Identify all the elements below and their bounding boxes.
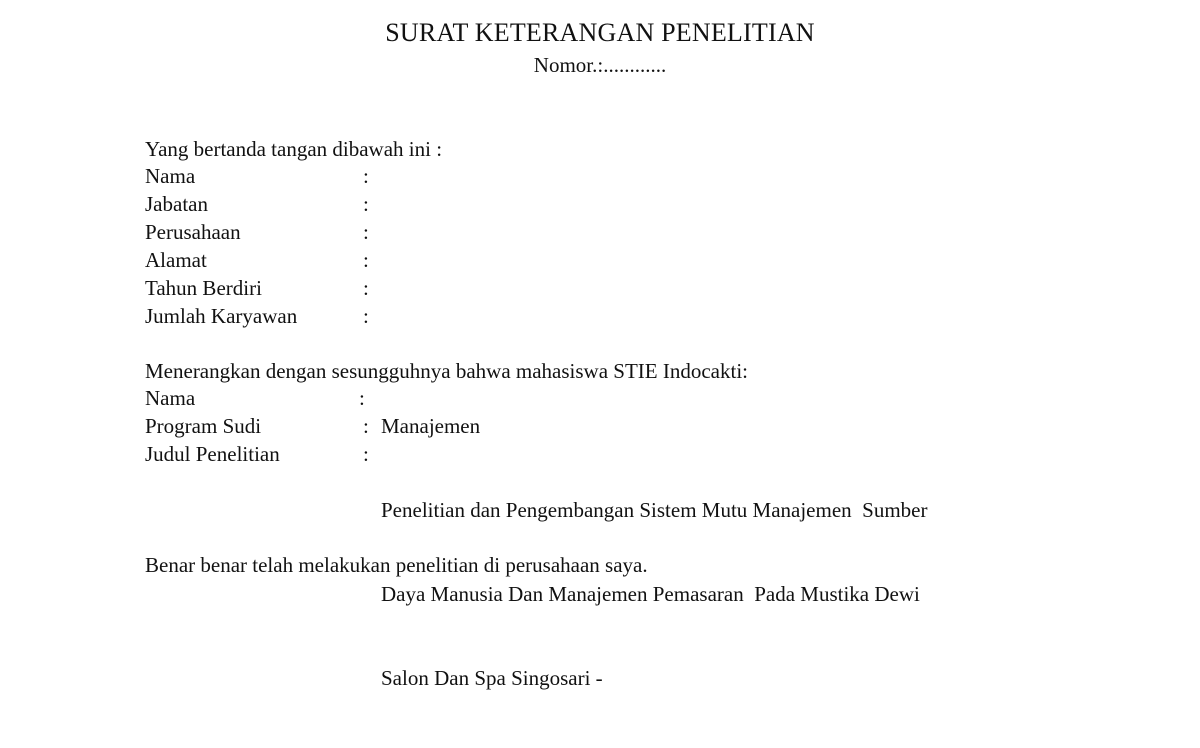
field-label: Tahun Berdiri bbox=[145, 276, 262, 300]
field-colon: : bbox=[359, 386, 365, 410]
research-title-line: Salon Dan Spa Singosari - bbox=[381, 666, 603, 690]
field-label: Nama bbox=[145, 164, 196, 188]
closing-text: Benar benar telah melakukan penelitian di perusahaan saya. bbox=[145, 553, 648, 577]
field-label: Alamat bbox=[145, 248, 207, 272]
statement-text: Menerangkan dengan sesungguhnya bahwa mahasiswa STIE Indocakti: bbox=[145, 359, 748, 383]
intro-text: Yang bertanda tangan dibawah ini : bbox=[145, 137, 443, 161]
research-title-line: Penelitian dan Pengembangan Sistem Mutu Manajemen Sumber bbox=[381, 498, 928, 522]
field-colon: : bbox=[363, 304, 369, 328]
field-label: Program Sudi bbox=[145, 414, 262, 438]
research-title-line: Daya Manusia Dan Manajemen Pemasaran Pada Mustika Dewi bbox=[381, 582, 920, 606]
field-colon: : bbox=[363, 414, 369, 438]
field-colon: : bbox=[363, 220, 369, 244]
field-colon: : bbox=[363, 192, 369, 216]
field-label: Perusahaan bbox=[145, 220, 241, 244]
research-title bbox=[381, 440, 927, 748]
field-label: Jumlah Karyawan bbox=[145, 304, 298, 328]
field-colon: : bbox=[363, 442, 369, 466]
field-colon: : bbox=[363, 164, 369, 188]
document-title: SURAT KETERANGAN PENELITIAN bbox=[385, 18, 815, 47]
field-label: Judul Penelitian bbox=[145, 442, 280, 466]
field-value: Manajemen bbox=[381, 414, 481, 438]
field-colon: : bbox=[363, 276, 369, 300]
field-colon: : bbox=[363, 248, 369, 272]
document-number: Nomor.:............ bbox=[533, 53, 667, 77]
field-label: Nama bbox=[145, 386, 196, 410]
field-label: Jabatan bbox=[145, 192, 208, 216]
